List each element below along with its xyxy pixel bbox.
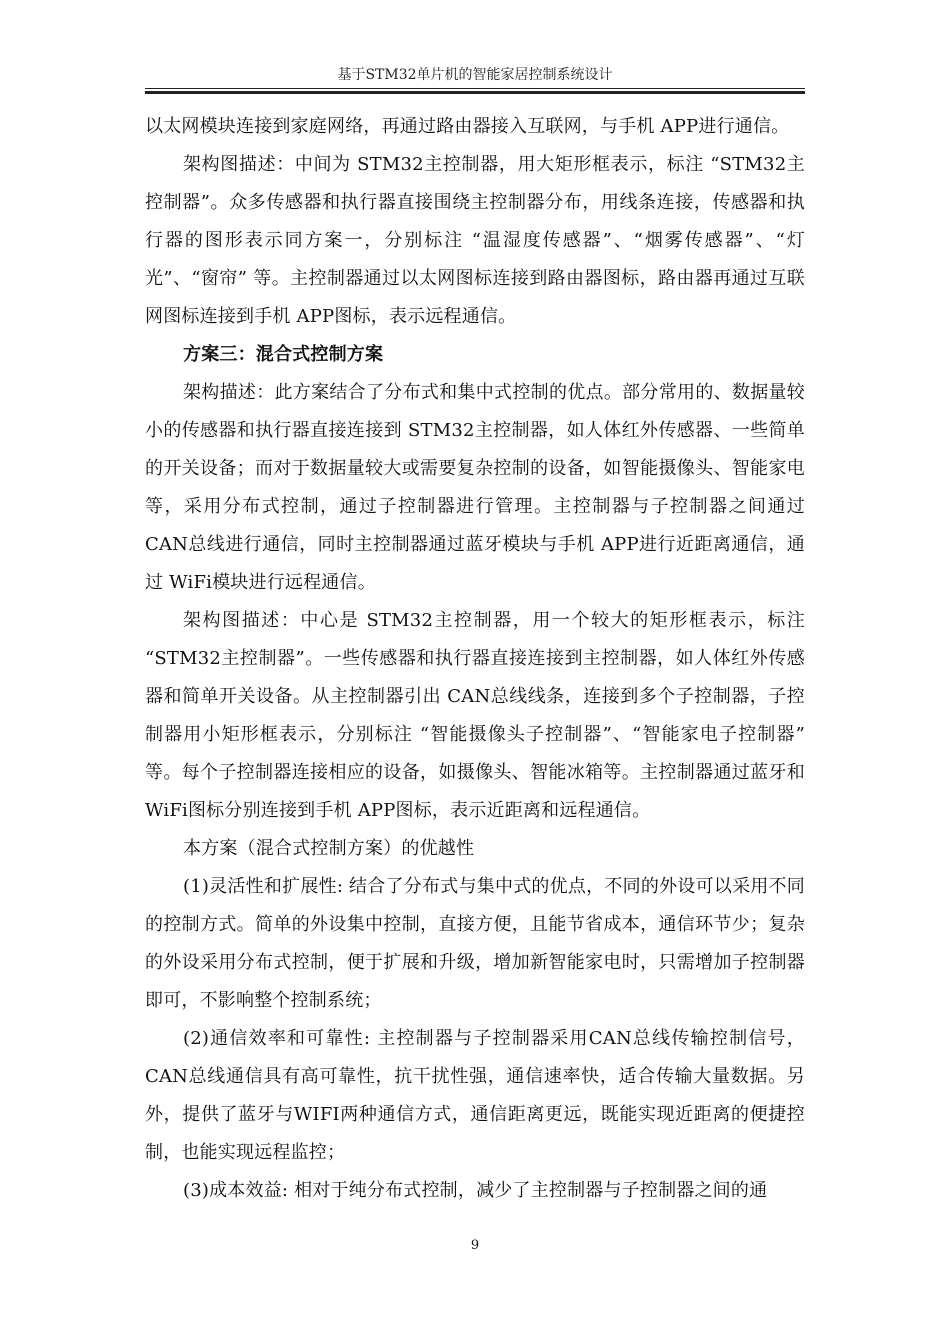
page-number: 9 xyxy=(470,1238,480,1253)
paragraph-architecture-description-3: 架构描述：此方案结合了分布式和集中式控制的优点。部分常用的、数据量较小的传感器和执行器直接连接到 STM32主控制器，如人体红外传感器、一些简单的开关设备；而对于数据量较大或需要复杂控制的设备，如智能摄像头、智能家电等，采用分布式控制，通过子控制器进行管理。主控制器与子控制器之间通过 CAN总线进行通信，同时主控制器通过蓝牙模块与手机 APP进行近距离通信，通过 WiFi模块进行远程通信。 xyxy=(145,382,805,593)
page-body xyxy=(145,108,805,1210)
paragraph-advantage-3: (3)成本效益: 相对于纯分布式控制，减少了主控制器与子控制器之间的通 xyxy=(183,1180,768,1201)
header-rule-thick xyxy=(145,91,805,94)
paragraph-continuation: 以太网模块连接到家庭网络，再通过路由器接入互联网，与手机 APP进行通信。 xyxy=(145,116,790,137)
header-rule-thin xyxy=(145,88,805,89)
paragraph-architecture-diagram-2: 架构图描述：中间为 STM32主控制器，用大矩形框表示，标注 “STM32主控制器”。众多传感器和执行器直接围绕主控制器分布，用线条连接，传感器和执行器的图形表示同方案一，分别标注 “温湿度传感器”、“烟雾传感器”、“灯光”、“窗帘” 等。主控制器通过以太网图标连接到路由器图标，路由器再通过互联网图标连接到手机 APP图标，表示远程通信。 xyxy=(145,154,805,327)
section-heading-scheme-3: 方案三：混合式控制方案 xyxy=(183,344,384,365)
paragraph-architecture-diagram-3: 架构图描述：中心是 STM32主控制器，用一个较大的矩形框表示，标注 “STM32主控制器”。一些传感器和执行器直接连接到主控制器，如人体红外传感器和简单开关设备。从主控制器引出 CAN总线线条，连接到多个子控制器，子控制器用小矩形框表示，分别标注 “智能摄像头子控制器”、“智能家电子控制器” 等。每个子控制器连接相应的设备，如摄像头、智能冰箱等。主控制器通过蓝牙和 WiFi图标分别连接到手机 APP图标，表示近距离和远程通信。 xyxy=(145,610,805,821)
paragraph-advantages-title: 本方案（混合式控制方案）的优越性 xyxy=(183,838,475,859)
running-header: 基于STM32单片机的智能家居控制系统设计 xyxy=(337,67,613,83)
paragraph-advantage-1: (1)灵活性和扩展性: 结合了分布式与集中式的优点，不同的外设可以采用不同的控制方式。简单的外设集中控制，直接方便，且能节省成本，通信环节少；复杂的外设采用分布式控制，便于扩展和升级，增加新智能家电时，只需增加子控制器即可，不影响整个控制系统； xyxy=(145,876,805,1011)
paragraph-advantage-2: (2)通信效率和可靠性: 主控制器与子控制器采用CAN总线传输控制信号，CAN总线通信具有高可靠性，抗干扰性强，通信速率快，适合传输大量数据。另外，提供了蓝牙与WIFI两种通信方式，通信距离更远，既能实现近距离的便捷控制，也能实现远程监控； xyxy=(145,1028,805,1163)
